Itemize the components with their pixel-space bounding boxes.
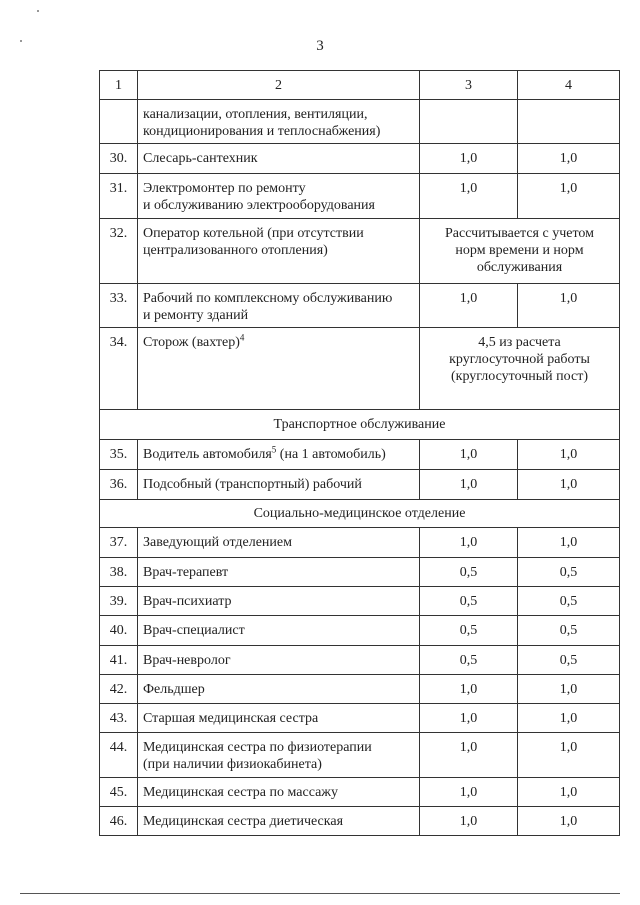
staff-count-col-3: 0,5 <box>420 616 518 646</box>
bottom-rule <box>20 893 620 894</box>
table-row <box>100 733 620 778</box>
section-title: Транспортное обслуживание <box>100 410 620 440</box>
row-number: 43. <box>100 704 138 733</box>
staff-count-col-4: 1,0 <box>518 174 620 219</box>
section-title: Социально-медицинское отделение <box>100 500 620 528</box>
table-row <box>100 778 620 807</box>
table-row <box>100 219 620 284</box>
table-row <box>100 675 620 704</box>
row-number: 31. <box>100 174 138 219</box>
row-number: 41. <box>100 646 138 675</box>
section-row <box>100 410 620 440</box>
row-number: 33. <box>100 284 138 328</box>
table-row <box>100 100 620 144</box>
staff-count-col-4 <box>518 100 620 144</box>
staff-count-col-4: 0,5 <box>518 616 620 646</box>
staff-count-col-4: 1,0 <box>518 733 620 778</box>
staff-count-col-4: 1,0 <box>518 778 620 807</box>
row-number <box>100 100 138 144</box>
position-name: Электромонтер по ремонту и обслуживанию электрооборудования <box>138 174 420 219</box>
row-number: 46. <box>100 807 138 836</box>
staff-count-col-3 <box>420 100 518 144</box>
table-row <box>100 440 620 470</box>
table-row <box>100 558 620 587</box>
page-number: 3 <box>316 38 324 54</box>
row-number: 32. <box>100 219 138 284</box>
staff-count-col-4: 0,5 <box>518 646 620 675</box>
position-name: Врач-психиатр <box>138 587 420 616</box>
staff-count-col-3: 1,0 <box>420 284 518 328</box>
position-name: Медицинская сестра диетическая <box>138 807 420 836</box>
staff-count-col-3: 1,0 <box>420 778 518 807</box>
table-row <box>100 616 620 646</box>
position-name: Врач-специалист <box>138 616 420 646</box>
row-number: 37. <box>100 528 138 558</box>
table-row <box>100 646 620 675</box>
table-header-row <box>100 71 620 100</box>
header-col-3: 3 <box>420 71 518 100</box>
staff-count-col-4: 1,0 <box>518 284 620 328</box>
position-name: Медицинская сестра по физиотерапии (при наличии физиокабинета) <box>138 733 420 778</box>
staff-norm-merged: Рассчитывается с учетом норм времени и норм обслуживания <box>420 219 620 284</box>
row-number: 39. <box>100 587 138 616</box>
position-name: Оператор котельной (при отсутствии централизованного отопления) <box>138 219 420 284</box>
staff-count-col-4: 1,0 <box>518 704 620 733</box>
staff-count-col-4: 0,5 <box>518 587 620 616</box>
staff-count-col-3: 0,5 <box>420 646 518 675</box>
table-row <box>100 807 620 836</box>
position-name: Врач-терапевт <box>138 558 420 587</box>
scan-speck <box>37 10 39 12</box>
header-col-4: 4 <box>518 71 620 100</box>
row-number: 38. <box>100 558 138 587</box>
position-name: Рабочий по комплексному обслуживанию и ремонту зданий <box>138 284 420 328</box>
position-name: Подсобный (транспортный) рабочий <box>138 470 420 500</box>
staff-count-col-4: 1,0 <box>518 807 620 836</box>
row-number: 40. <box>100 616 138 646</box>
table-row <box>100 174 620 219</box>
staff-count-col-4: 1,0 <box>518 470 620 500</box>
staff-norm-merged: 4,5 из расчета круглосуточной работы (круглосуточный пост) <box>420 328 620 410</box>
row-number: 36. <box>100 470 138 500</box>
table-row <box>100 144 620 174</box>
row-number: 45. <box>100 778 138 807</box>
staff-count-col-3: 1,0 <box>420 528 518 558</box>
staff-count-col-3: 1,0 <box>420 174 518 219</box>
footnote-mark: 5 <box>271 444 277 455</box>
footnote-mark: 4 <box>239 332 245 343</box>
position-name: канализации, отопления, вентиляции, кондиционирования и теплоснабжения) <box>138 100 420 144</box>
table-row <box>100 284 620 328</box>
row-number: 35. <box>100 440 138 470</box>
staff-count-col-3: 0,5 <box>420 587 518 616</box>
staff-count-col-3: 1,0 <box>420 733 518 778</box>
staff-count-col-4: 1,0 <box>518 675 620 704</box>
position-name: Врач-невролог <box>138 646 420 675</box>
header-col-2: 2 <box>138 71 420 100</box>
position-name: Сторож (вахтер)$^4$ <box>138 328 420 410</box>
position-name: Старшая медицинская сестра <box>138 704 420 733</box>
position-name: Слесарь-сантехник <box>138 144 420 174</box>
staff-count-col-4: 1,0 <box>518 144 620 174</box>
table-row <box>100 704 620 733</box>
staff-count-col-3: 1,0 <box>420 470 518 500</box>
staff-count-col-3: 1,0 <box>420 440 518 470</box>
staff-table <box>99 70 620 836</box>
staff-count-col-4: 0,5 <box>518 558 620 587</box>
table-row <box>100 528 620 558</box>
position-name: Фельдшер <box>138 675 420 704</box>
row-number: 34. <box>100 328 138 410</box>
staff-count-col-3: 1,0 <box>420 144 518 174</box>
position-name: Заведующий отделением <box>138 528 420 558</box>
staff-count-col-3: 1,0 <box>420 807 518 836</box>
table-row <box>100 470 620 500</box>
staff-count-col-4: 1,0 <box>518 440 620 470</box>
row-number: 42. <box>100 675 138 704</box>
table-row <box>100 587 620 616</box>
table-row <box>100 328 620 410</box>
section-row <box>100 500 620 528</box>
header-col-1: 1 <box>100 71 138 100</box>
row-number: 30. <box>100 144 138 174</box>
position-name: Медицинская сестра по массажу <box>138 778 420 807</box>
staff-count-col-4: 1,0 <box>518 528 620 558</box>
staff-count-col-3: 1,0 <box>420 704 518 733</box>
position-name: Водитель автомобиля$^5$ (на 1 автомобиль) <box>138 440 420 470</box>
staff-count-col-3: 0,5 <box>420 558 518 587</box>
staff-count-col-3: 1,0 <box>420 675 518 704</box>
row-number: 44. <box>100 733 138 778</box>
